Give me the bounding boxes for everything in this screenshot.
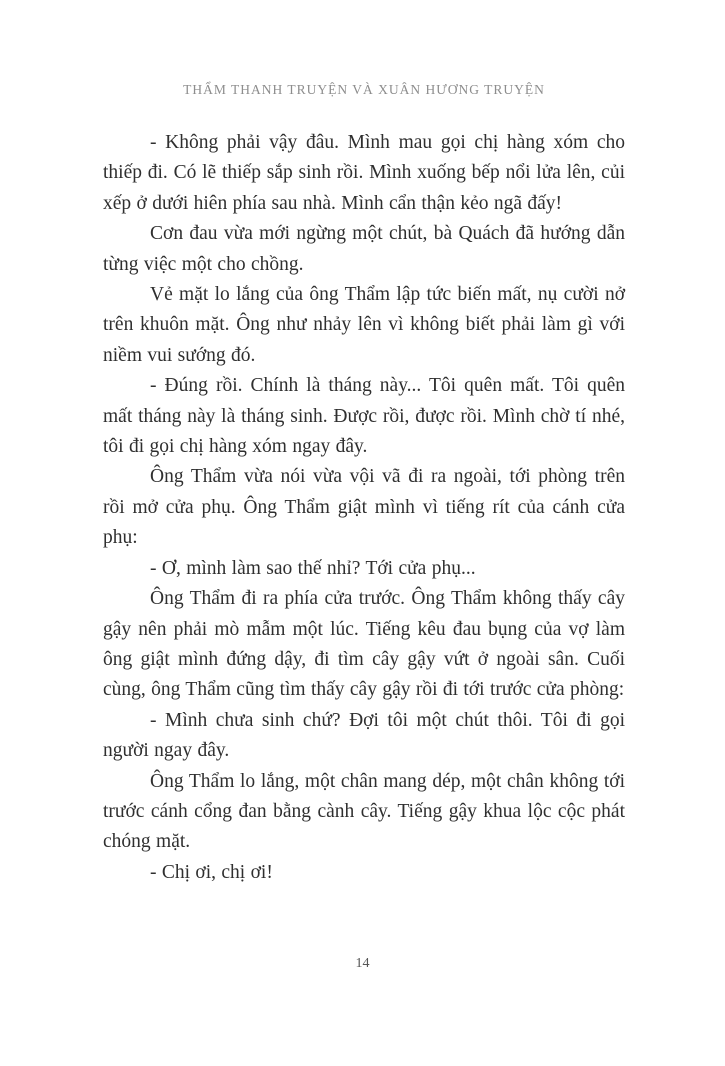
paragraph: Vẻ mặt lo lắng của ông Thẩm lập tức biến mất, nụ cười nở trên khuôn mặt. Ông như nhảy lên vì không biết phải làm gì với niềm vui sướng đó. (103, 284, 625, 366)
paragraph: Ông Thẩm đi ra phía cửa trước. Ông Thẩm không thấy cây gậy nên phải mò mẫm một lúc. Tiếng kêu đau bụng của vợ làm ông giật mình đứng dậy, đi tìm cây gậy vứt ở ngoài sân. Cuối cùng, ông Thẩm cũng tìm thấy cây gậy rồi đi tới trước cửa phòng: (103, 588, 625, 701)
text-body (103, 128, 625, 888)
paragraph: - Mình chưa sinh chứ? Đợi tôi một chút thôi. Tôi đi gọi người ngay đây. (103, 709, 625, 762)
page-number: 14 (355, 956, 370, 971)
paragraph: - Đúng rồi. Chính là tháng này... Tôi quên mất. Tôi quên mất tháng này là tháng sinh. Được rồi, được rồi. Mình chờ tí nhé, tôi đi gọi chị hàng xóm ngay đây. (103, 375, 625, 458)
running-header: THẨM THANH TRUYỆN VÀ XUÂN HƯƠNG TRUYỆN (183, 82, 545, 97)
paragraph: - Ơ, mình làm sao thế nhỉ? Tới cửa phụ... (150, 557, 476, 579)
paragraph: Ông Thẩm lo lắng, một chân mang dép, một chân không tới trước cánh cổng đan bằng cành cây. Tiếng gậy khua lộc cộc phát chóng mặt. (103, 770, 625, 853)
paragraph: Cơn đau vừa mới ngừng một chút, bà Quách đã hướng dẫn từng việc một cho chồng. (103, 223, 625, 275)
paragraph: - Chị ơi, chị ơi! (150, 861, 273, 883)
paragraph: Ông Thẩm vừa nói vừa vội vã đi ra ngoài, tới phòng trên rồi mở cửa phụ. Ông Thẩm giật mình vì tiếng rít của cánh cửa phụ: (103, 466, 625, 549)
paragraph: - Không phải vậy đâu. Mình mau gọi chị hàng xóm cho thiếp đi. Có lẽ thiếp sắp sinh rồi. Mình xuống bếp nổi lửa lên, củi xếp ở dưới hiên phía sau nhà. Mình cẩn thận kẻo ngã đấy! (103, 132, 625, 214)
